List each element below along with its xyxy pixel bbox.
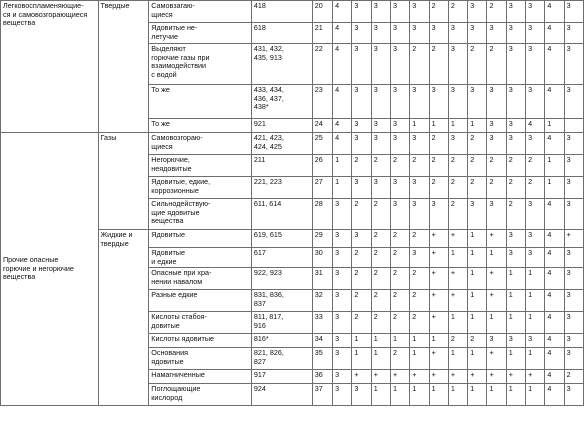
compatibility-value-cell: 2	[410, 312, 429, 334]
compatibility-value-cell: +	[448, 370, 467, 384]
compatibility-value-cell: 2	[487, 1, 506, 23]
compatibility-value-cell: 4	[545, 85, 564, 119]
compatibility-value-cell: 2	[526, 177, 545, 199]
compatibility-value-cell: +	[429, 248, 448, 268]
compatibility-value-cell: 3	[371, 133, 390, 155]
compatibility-value-cell: 3	[506, 85, 525, 119]
compatibility-value-cell: 1	[468, 268, 487, 290]
un-number-cell: 211	[251, 155, 312, 177]
compatibility-value-cell: 2	[371, 312, 390, 334]
compatibility-value-cell: 1	[371, 334, 390, 348]
compatibility-value-cell: 2	[352, 312, 371, 334]
compatibility-value-cell: 3	[352, 177, 371, 199]
compatibility-value-cell: +	[429, 268, 448, 290]
compatibility-value-cell: 2	[391, 348, 410, 370]
compatibility-value-cell: 3	[410, 177, 429, 199]
row-number-cell: 30	[312, 248, 332, 268]
compatibility-value-cell: 3	[468, 23, 487, 44]
compatibility-value-cell: 3	[333, 290, 352, 312]
compatibility-value-cell: 2	[448, 155, 467, 177]
compatibility-value-cell: 4	[545, 248, 564, 268]
compatibility-value-cell: 3	[506, 119, 525, 133]
group-name-cell: Легковоспламеняющие- ся и самовозгорающиеся вещества	[1, 1, 99, 133]
substance-description-cell: Ядовитые, едкие, коррозионные	[149, 177, 252, 199]
compatibility-value-cell: 3	[487, 119, 506, 133]
compatibility-value-cell: 1	[468, 348, 487, 370]
compatibility-value-cell: +	[429, 348, 448, 370]
compatibility-value-cell: 1	[526, 268, 545, 290]
compatibility-value-cell: 1	[506, 312, 525, 334]
compatibility-value-cell: 4	[333, 119, 352, 133]
un-number-cell: 921	[251, 119, 312, 133]
compatibility-value-cell: 3	[333, 312, 352, 334]
table-body	[1, 1, 584, 406]
compatibility-value-cell: 3	[371, 119, 390, 133]
compatibility-value-cell: 3	[352, 119, 371, 133]
compatibility-value-cell: 3	[564, 248, 583, 268]
un-number-cell: 431, 432, 435, 913	[251, 44, 312, 85]
compatibility-value-cell: +	[429, 312, 448, 334]
compatibility-value-cell: 3	[371, 44, 390, 85]
compatibility-value-cell: 1	[352, 348, 371, 370]
compatibility-value-cell: 2	[468, 133, 487, 155]
compatibility-value-cell: 3	[448, 85, 467, 119]
compatibility-value-cell: 1	[448, 312, 467, 334]
compatibility-value-cell: 3	[564, 199, 583, 230]
compatibility-value-cell: 2	[352, 290, 371, 312]
row-number-cell: 33	[312, 312, 332, 334]
row-number-cell: 25	[312, 133, 332, 155]
row-number-cell: 31	[312, 268, 332, 290]
compatibility-value-cell: 3	[564, 44, 583, 85]
compatibility-value-cell: 3	[564, 133, 583, 155]
subgroup-name-cell: Газы	[98, 133, 149, 230]
compatibility-value-cell: 1	[391, 334, 410, 348]
compatibility-value-cell: 2	[448, 1, 467, 23]
compatibility-value-cell: 3	[410, 133, 429, 155]
compatibility-value-cell: 3	[564, 155, 583, 177]
compatibility-value-cell: 3	[526, 199, 545, 230]
compatibility-value-cell: 3	[333, 348, 352, 370]
un-number-cell: 922, 923	[251, 268, 312, 290]
compatibility-value-cell: 3	[506, 1, 525, 23]
compatibility-value-cell: 4	[545, 23, 564, 44]
compatibility-value-cell: 3	[506, 23, 525, 44]
compatibility-value-cell: 4	[545, 199, 564, 230]
compatibility-value-cell: 1	[545, 155, 564, 177]
compatibility-value-cell: +	[448, 290, 467, 312]
compatibility-value-cell: 3	[410, 85, 429, 119]
compatibility-value-cell: 2	[391, 230, 410, 248]
compatibility-value-cell: +	[564, 230, 583, 248]
compatibility-value-cell: 3	[429, 85, 448, 119]
substance-description-cell: Ядовитые не- летучие	[149, 23, 252, 44]
compatibility-value-cell: 4	[333, 44, 352, 85]
compatibility-value-cell: 3	[333, 384, 352, 406]
compatibility-value-cell: 2	[410, 268, 429, 290]
compatibility-value-cell: 3	[333, 230, 352, 248]
compatibility-value-cell: 2	[468, 155, 487, 177]
compatibility-value-cell: 2	[429, 133, 448, 155]
compatibility-value-cell: 3	[564, 312, 583, 334]
compatibility-value-cell: 4	[333, 23, 352, 44]
substance-description-cell: Кислоты стабоя- довитые	[149, 312, 252, 334]
compatibility-value-cell: 2	[352, 199, 371, 230]
compatibility-value-cell: 1	[526, 290, 545, 312]
compatibility-value-cell: 3	[391, 119, 410, 133]
compatibility-value-cell: 4	[545, 230, 564, 248]
compatibility-value-cell: +	[448, 230, 467, 248]
compatibility-value-cell: 3	[352, 230, 371, 248]
row-number-cell: 34	[312, 334, 332, 348]
compatibility-value-cell: 3	[391, 44, 410, 85]
compatibility-value-cell	[564, 119, 583, 133]
compatibility-value-cell: 2	[429, 155, 448, 177]
compatibility-value-cell: 1	[448, 248, 467, 268]
compatibility-value-cell: 1	[545, 177, 564, 199]
compatibility-value-cell: 1	[448, 384, 467, 406]
compatibility-value-cell: +	[410, 370, 429, 384]
un-number-cell: 611, 614	[251, 199, 312, 230]
compatibility-value-cell: 2	[468, 44, 487, 85]
substance-description-cell: Ядовитые	[149, 230, 252, 248]
compatibility-value-cell: +	[352, 370, 371, 384]
compatibility-value-cell: 3	[468, 85, 487, 119]
compatibility-value-cell: 1	[352, 334, 371, 348]
compatibility-value-cell: 2	[506, 199, 525, 230]
compatibility-value-cell: 3	[429, 23, 448, 44]
compatibility-value-cell: 3	[333, 199, 352, 230]
compatibility-value-cell: 2	[506, 155, 525, 177]
compatibility-value-cell: 2	[352, 248, 371, 268]
row-number-cell: 26	[312, 155, 332, 177]
un-number-cell: 418	[251, 1, 312, 23]
compatibility-value-cell: 1	[391, 384, 410, 406]
compatibility-value-cell: 3	[352, 133, 371, 155]
row-number-cell: 32	[312, 290, 332, 312]
compatibility-value-cell: 4	[545, 312, 564, 334]
compatibility-value-cell: 3	[564, 348, 583, 370]
compatibility-value-cell: 2	[371, 268, 390, 290]
compatibility-value-cell: 1	[468, 290, 487, 312]
compatibility-value-cell: 3	[526, 1, 545, 23]
compatibility-value-cell: 3	[448, 133, 467, 155]
compatibility-value-cell: 3	[468, 1, 487, 23]
compatibility-value-cell: 3	[526, 248, 545, 268]
compatibility-value-cell: 1	[410, 334, 429, 348]
compatibility-value-cell: 3	[391, 1, 410, 23]
compatibility-value-cell: 2	[391, 268, 410, 290]
compatibility-value-cell: +	[448, 268, 467, 290]
compatibility-value-cell: 1	[410, 348, 429, 370]
compatibility-value-cell: 3	[352, 85, 371, 119]
compatibility-value-cell: 3	[526, 230, 545, 248]
compatibility-value-cell: 1	[371, 348, 390, 370]
compatibility-value-cell: 2	[429, 44, 448, 85]
row-number-cell: 22	[312, 44, 332, 85]
compatibility-value-cell: 1	[526, 384, 545, 406]
compatibility-value-cell: 3	[487, 199, 506, 230]
compatibility-value-cell: 1	[468, 230, 487, 248]
row-number-cell: 28	[312, 199, 332, 230]
compatibility-value-cell: 1	[468, 248, 487, 268]
compatibility-value-cell: +	[487, 370, 506, 384]
compatibility-value-cell: 1	[468, 312, 487, 334]
compatibility-value-cell: 3	[468, 199, 487, 230]
compatibility-value-cell: 3	[333, 268, 352, 290]
subgroup-name-cell: Жидкие и твердые	[98, 230, 149, 406]
compatibility-value-cell: 3	[448, 44, 467, 85]
compatibility-value-cell: 2	[391, 248, 410, 268]
compatibility-value-cell: +	[506, 370, 525, 384]
compatibility-value-cell: 3	[564, 334, 583, 348]
compatibility-value-cell: 3	[526, 334, 545, 348]
compatibility-value-cell: 2	[371, 199, 390, 230]
compatibility-value-cell: 3	[391, 133, 410, 155]
compatibility-value-cell: 2	[391, 290, 410, 312]
compatibility-value-cell: 3	[506, 44, 525, 85]
subgroup-name-cell: Твердые	[98, 1, 149, 133]
compatibility-value-cell: 4	[545, 290, 564, 312]
row-number-cell: 21	[312, 23, 332, 44]
compatibility-value-cell: 2	[506, 177, 525, 199]
compatibility-value-cell: 1	[429, 384, 448, 406]
compatibility-value-cell: 2	[352, 268, 371, 290]
compatibility-value-cell: 1	[506, 268, 525, 290]
un-number-cell: 617	[251, 248, 312, 268]
compatibility-value-cell: 1	[410, 119, 429, 133]
compatibility-value-cell: 3	[391, 23, 410, 44]
compatibility-value-cell: 3	[410, 23, 429, 44]
compatibility-value-cell: 3	[487, 85, 506, 119]
compatibility-value-cell: 4	[545, 133, 564, 155]
substance-description-cell: Самовзагаю- щиеся	[149, 1, 252, 23]
compatibility-value-cell: 4	[545, 1, 564, 23]
substance-description-cell: Намагниченные	[149, 370, 252, 384]
row-number-cell: 37	[312, 384, 332, 406]
compatibility-value-cell: 1	[487, 312, 506, 334]
compatibility-value-cell: 3	[371, 177, 390, 199]
compatibility-value-cell: 1	[448, 348, 467, 370]
compatibility-value-cell: +	[468, 370, 487, 384]
compatibility-value-cell: 4	[333, 85, 352, 119]
substance-description-cell: Разные едкие	[149, 290, 252, 312]
un-number-cell: 831, 836, 837	[251, 290, 312, 312]
compatibility-value-cell: 4	[545, 384, 564, 406]
compatibility-value-cell: 3	[352, 44, 371, 85]
compatibility-value-cell: 2	[410, 230, 429, 248]
compatibility-value-cell: 1	[506, 384, 525, 406]
compatibility-value-cell: +	[526, 370, 545, 384]
compatibility-value-cell: 2	[371, 290, 390, 312]
compatibility-value-cell: 3	[506, 248, 525, 268]
compatibility-value-cell: 2	[487, 155, 506, 177]
compatibility-value-cell: 2	[371, 155, 390, 177]
compatibility-value-cell: 2	[448, 334, 467, 348]
compatibility-value-cell: 1	[410, 384, 429, 406]
un-number-cell: 421, 423, 424, 425	[251, 133, 312, 155]
compatibility-value-cell: 3	[487, 23, 506, 44]
compatibility-value-cell: 3	[410, 1, 429, 23]
compatibility-value-cell: 3	[333, 248, 352, 268]
compatibility-value-cell: +	[429, 290, 448, 312]
compatibility-value-cell: 3	[333, 334, 352, 348]
substance-description-cell: Самовозгораю- щиеся	[149, 133, 252, 155]
compatibility-value-cell: 4	[545, 370, 564, 384]
compatibility-value-cell: 2	[371, 230, 390, 248]
compatibility-value-cell: 1	[545, 119, 564, 133]
un-number-cell: 221, 223	[251, 177, 312, 199]
row-number-cell: 29	[312, 230, 332, 248]
substance-description-cell: Кислоты ядовитые	[149, 334, 252, 348]
compatibility-value-cell: 1	[526, 348, 545, 370]
un-number-cell: 433, 434, 436, 437, 438*	[251, 85, 312, 119]
substance-description-cell: Выделяют горючие газы при взаимодействии с водой	[149, 44, 252, 85]
compatibility-value-cell: 2	[468, 334, 487, 348]
compatibility-value-cell: 1	[506, 348, 525, 370]
compatibility-value-cell: 4	[333, 133, 352, 155]
compatibility-value-cell: 3	[564, 85, 583, 119]
compatibility-value-cell: 1	[429, 334, 448, 348]
substance-description-cell: То же	[149, 119, 252, 133]
substance-description-cell: Поглощающие кислород	[149, 384, 252, 406]
compatibility-value-cell: 3	[410, 199, 429, 230]
compatibility-value-cell: 1	[506, 290, 525, 312]
compatibility-value-cell: 2	[526, 155, 545, 177]
un-number-cell: 821, 826, 827	[251, 348, 312, 370]
compatibility-value-cell: +	[429, 230, 448, 248]
compatibility-value-cell: +	[391, 370, 410, 384]
compatibility-value-cell: 3	[352, 1, 371, 23]
compatibility-value-cell: 3	[526, 23, 545, 44]
compatibility-value-cell: 3	[410, 248, 429, 268]
substance-description-cell: Основания ядовитые	[149, 348, 252, 370]
compatibility-value-cell: 2	[487, 44, 506, 85]
compatibility-value-cell: 4	[333, 1, 352, 23]
compatibility-value-cell: 3	[564, 384, 583, 406]
row-number-cell: 20	[312, 1, 332, 23]
compatibility-value-cell: 3	[564, 290, 583, 312]
compatibility-value-cell: 3	[564, 177, 583, 199]
un-number-cell: 924	[251, 384, 312, 406]
group-name-cell: Прочие опасные горючие и негорючие вещества	[1, 133, 99, 406]
compatibility-value-cell: 2	[487, 177, 506, 199]
compatibility-value-cell: 3	[506, 133, 525, 155]
compatibility-value-cell: 1	[333, 155, 352, 177]
row-number-cell: 35	[312, 348, 332, 370]
compatibility-value-cell: +	[487, 348, 506, 370]
substance-description-cell: Негорючие, неядовитые	[149, 155, 252, 177]
compatibility-value-cell: 3	[506, 334, 525, 348]
compatibility-value-cell: +	[371, 370, 390, 384]
compatibility-value-cell: 3	[352, 23, 371, 44]
compatibility-value-cell: 2	[468, 177, 487, 199]
compatibility-value-cell: 3	[352, 384, 371, 406]
compatibility-value-cell: 3	[526, 133, 545, 155]
compatibility-value-cell: 2	[410, 155, 429, 177]
compatibility-value-cell: 3	[371, 1, 390, 23]
un-number-cell: 816*	[251, 334, 312, 348]
un-number-cell: 811, 817, 916	[251, 312, 312, 334]
substance-description-cell: Сильнодействую- щие ядовитые вещества	[149, 199, 252, 230]
table-row	[1, 1, 584, 23]
un-number-cell: 618	[251, 23, 312, 44]
compatibility-value-cell: 3	[333, 370, 352, 384]
compatibility-value-cell: 3	[526, 85, 545, 119]
compatibility-value-cell: 3	[564, 23, 583, 44]
compatibility-value-cell: 1	[448, 119, 467, 133]
compatibility-value-cell: 2	[410, 290, 429, 312]
compatibility-value-cell: 2	[391, 312, 410, 334]
un-number-cell: 619, 615	[251, 230, 312, 248]
compatibility-value-cell: 2	[564, 370, 583, 384]
compatibility-value-cell: 2	[391, 155, 410, 177]
compatibility-value-cell: 1	[468, 384, 487, 406]
compatibility-value-cell: +	[429, 370, 448, 384]
table-row	[1, 133, 584, 155]
compatibility-value-cell: +	[487, 290, 506, 312]
row-number-cell: 24	[312, 119, 332, 133]
substance-description-cell: Опасные при хра- нении навалом	[149, 268, 252, 290]
compatibility-value-cell: 3	[564, 1, 583, 23]
compatibility-value-cell: 2	[410, 44, 429, 85]
compatibility-value-cell: 2	[448, 177, 467, 199]
compatibility-value-cell: 4	[545, 334, 564, 348]
compatibility-value-cell: 4	[545, 44, 564, 85]
row-number-cell: 36	[312, 370, 332, 384]
compatibility-value-cell: 3	[526, 44, 545, 85]
compatibility-value-cell: 4	[545, 268, 564, 290]
row-number-cell: 23	[312, 85, 332, 119]
compatibility-value-cell: 1	[487, 248, 506, 268]
compatibility-value-cell: 3	[391, 85, 410, 119]
compatibility-value-cell: 1	[468, 119, 487, 133]
compatibility-value-cell: 3	[564, 268, 583, 290]
compatibility-value-cell: 3	[371, 23, 390, 44]
compatibility-value-cell: 4	[545, 348, 564, 370]
compatibility-value-cell: 1	[429, 119, 448, 133]
un-number-cell: 917	[251, 370, 312, 384]
compatibility-value-cell: 3	[371, 85, 390, 119]
compatibility-value-cell: 2	[429, 177, 448, 199]
compatibility-value-cell: +	[487, 230, 506, 248]
compatibility-value-cell: 3	[487, 133, 506, 155]
compatibility-value-cell: 2	[429, 1, 448, 23]
compatibility-value-cell: 4	[526, 119, 545, 133]
compatibility-value-cell: 3	[429, 199, 448, 230]
row-number-cell: 27	[312, 177, 332, 199]
compatibility-value-cell: 3	[506, 230, 525, 248]
substance-description-cell: То же	[149, 85, 252, 119]
compatibility-value-cell: 2	[352, 155, 371, 177]
compatibility-value-cell: 3	[391, 199, 410, 230]
compatibility-value-cell: 3	[487, 334, 506, 348]
compatibility-value-cell: 3	[391, 177, 410, 199]
compatibility-value-cell: 1	[526, 312, 545, 334]
compatibility-value-cell: +	[487, 268, 506, 290]
compatibility-value-cell: 1	[371, 384, 390, 406]
compatibility-value-cell: 2	[448, 199, 467, 230]
compatibility-value-cell: 2	[371, 248, 390, 268]
compatibility-value-cell: 1	[333, 177, 352, 199]
substance-description-cell: Ядовитые и едкие	[149, 248, 252, 268]
compatibility-value-cell: 1	[487, 384, 506, 406]
compatibility-value-cell: 3	[448, 23, 467, 44]
